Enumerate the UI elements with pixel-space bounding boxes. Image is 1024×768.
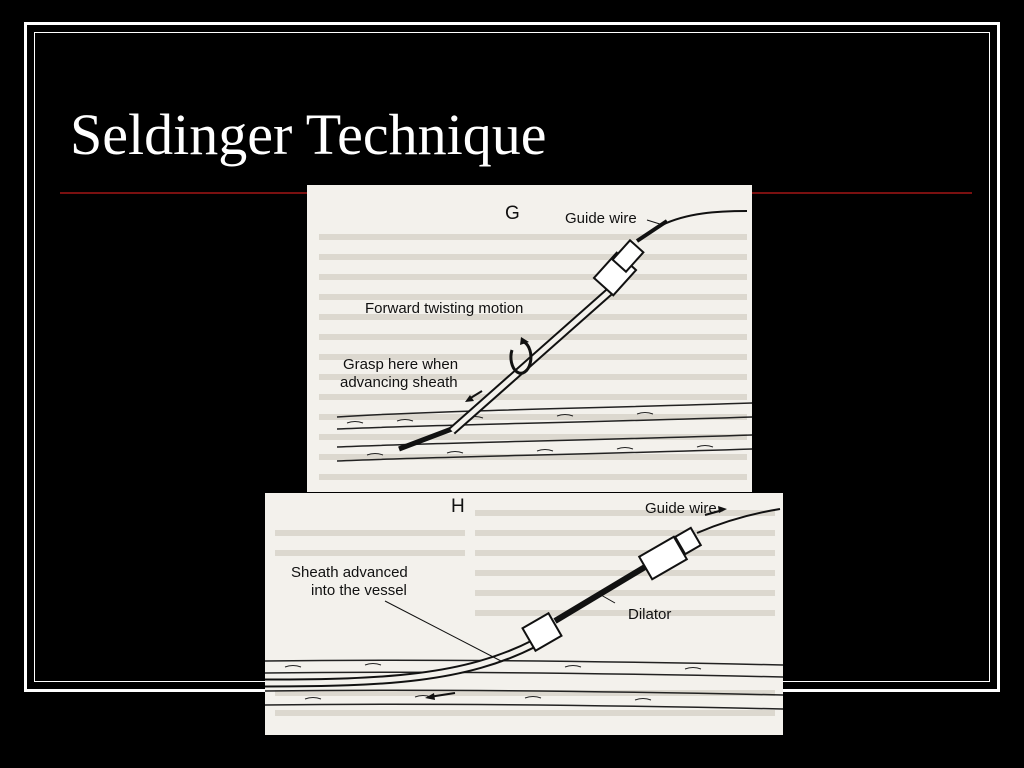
figure-g-drawing <box>307 185 752 492</box>
panel-letter-h: H <box>451 496 465 517</box>
guide-wire-leader-g <box>647 220 663 225</box>
tissue-layers <box>337 403 752 461</box>
guide-wire-label-h: Guide wire <box>645 500 717 517</box>
dilator-label: Dilator <box>628 606 672 623</box>
sheath-label-line2: into the vessel <box>311 582 407 599</box>
figure-h-drawing <box>265 493 783 735</box>
figure-panel-h <box>265 493 783 735</box>
dilator-leader-line <box>601 595 615 603</box>
slide-title: Seldinger Technique <box>70 102 547 167</box>
forward-twisting-label: Forward twisting motion <box>365 300 524 317</box>
panel-letter-g: G <box>505 203 520 224</box>
sheath-assembly <box>399 211 747 449</box>
guide-wire-label-g: Guide wire <box>565 210 637 227</box>
figure-panel-g <box>307 185 752 492</box>
grasp-label-line2: advancing sheath <box>340 374 458 391</box>
sheath-label-line1: Sheath advanced <box>291 564 408 581</box>
grasp-label-line1: Grasp here when <box>343 356 459 373</box>
